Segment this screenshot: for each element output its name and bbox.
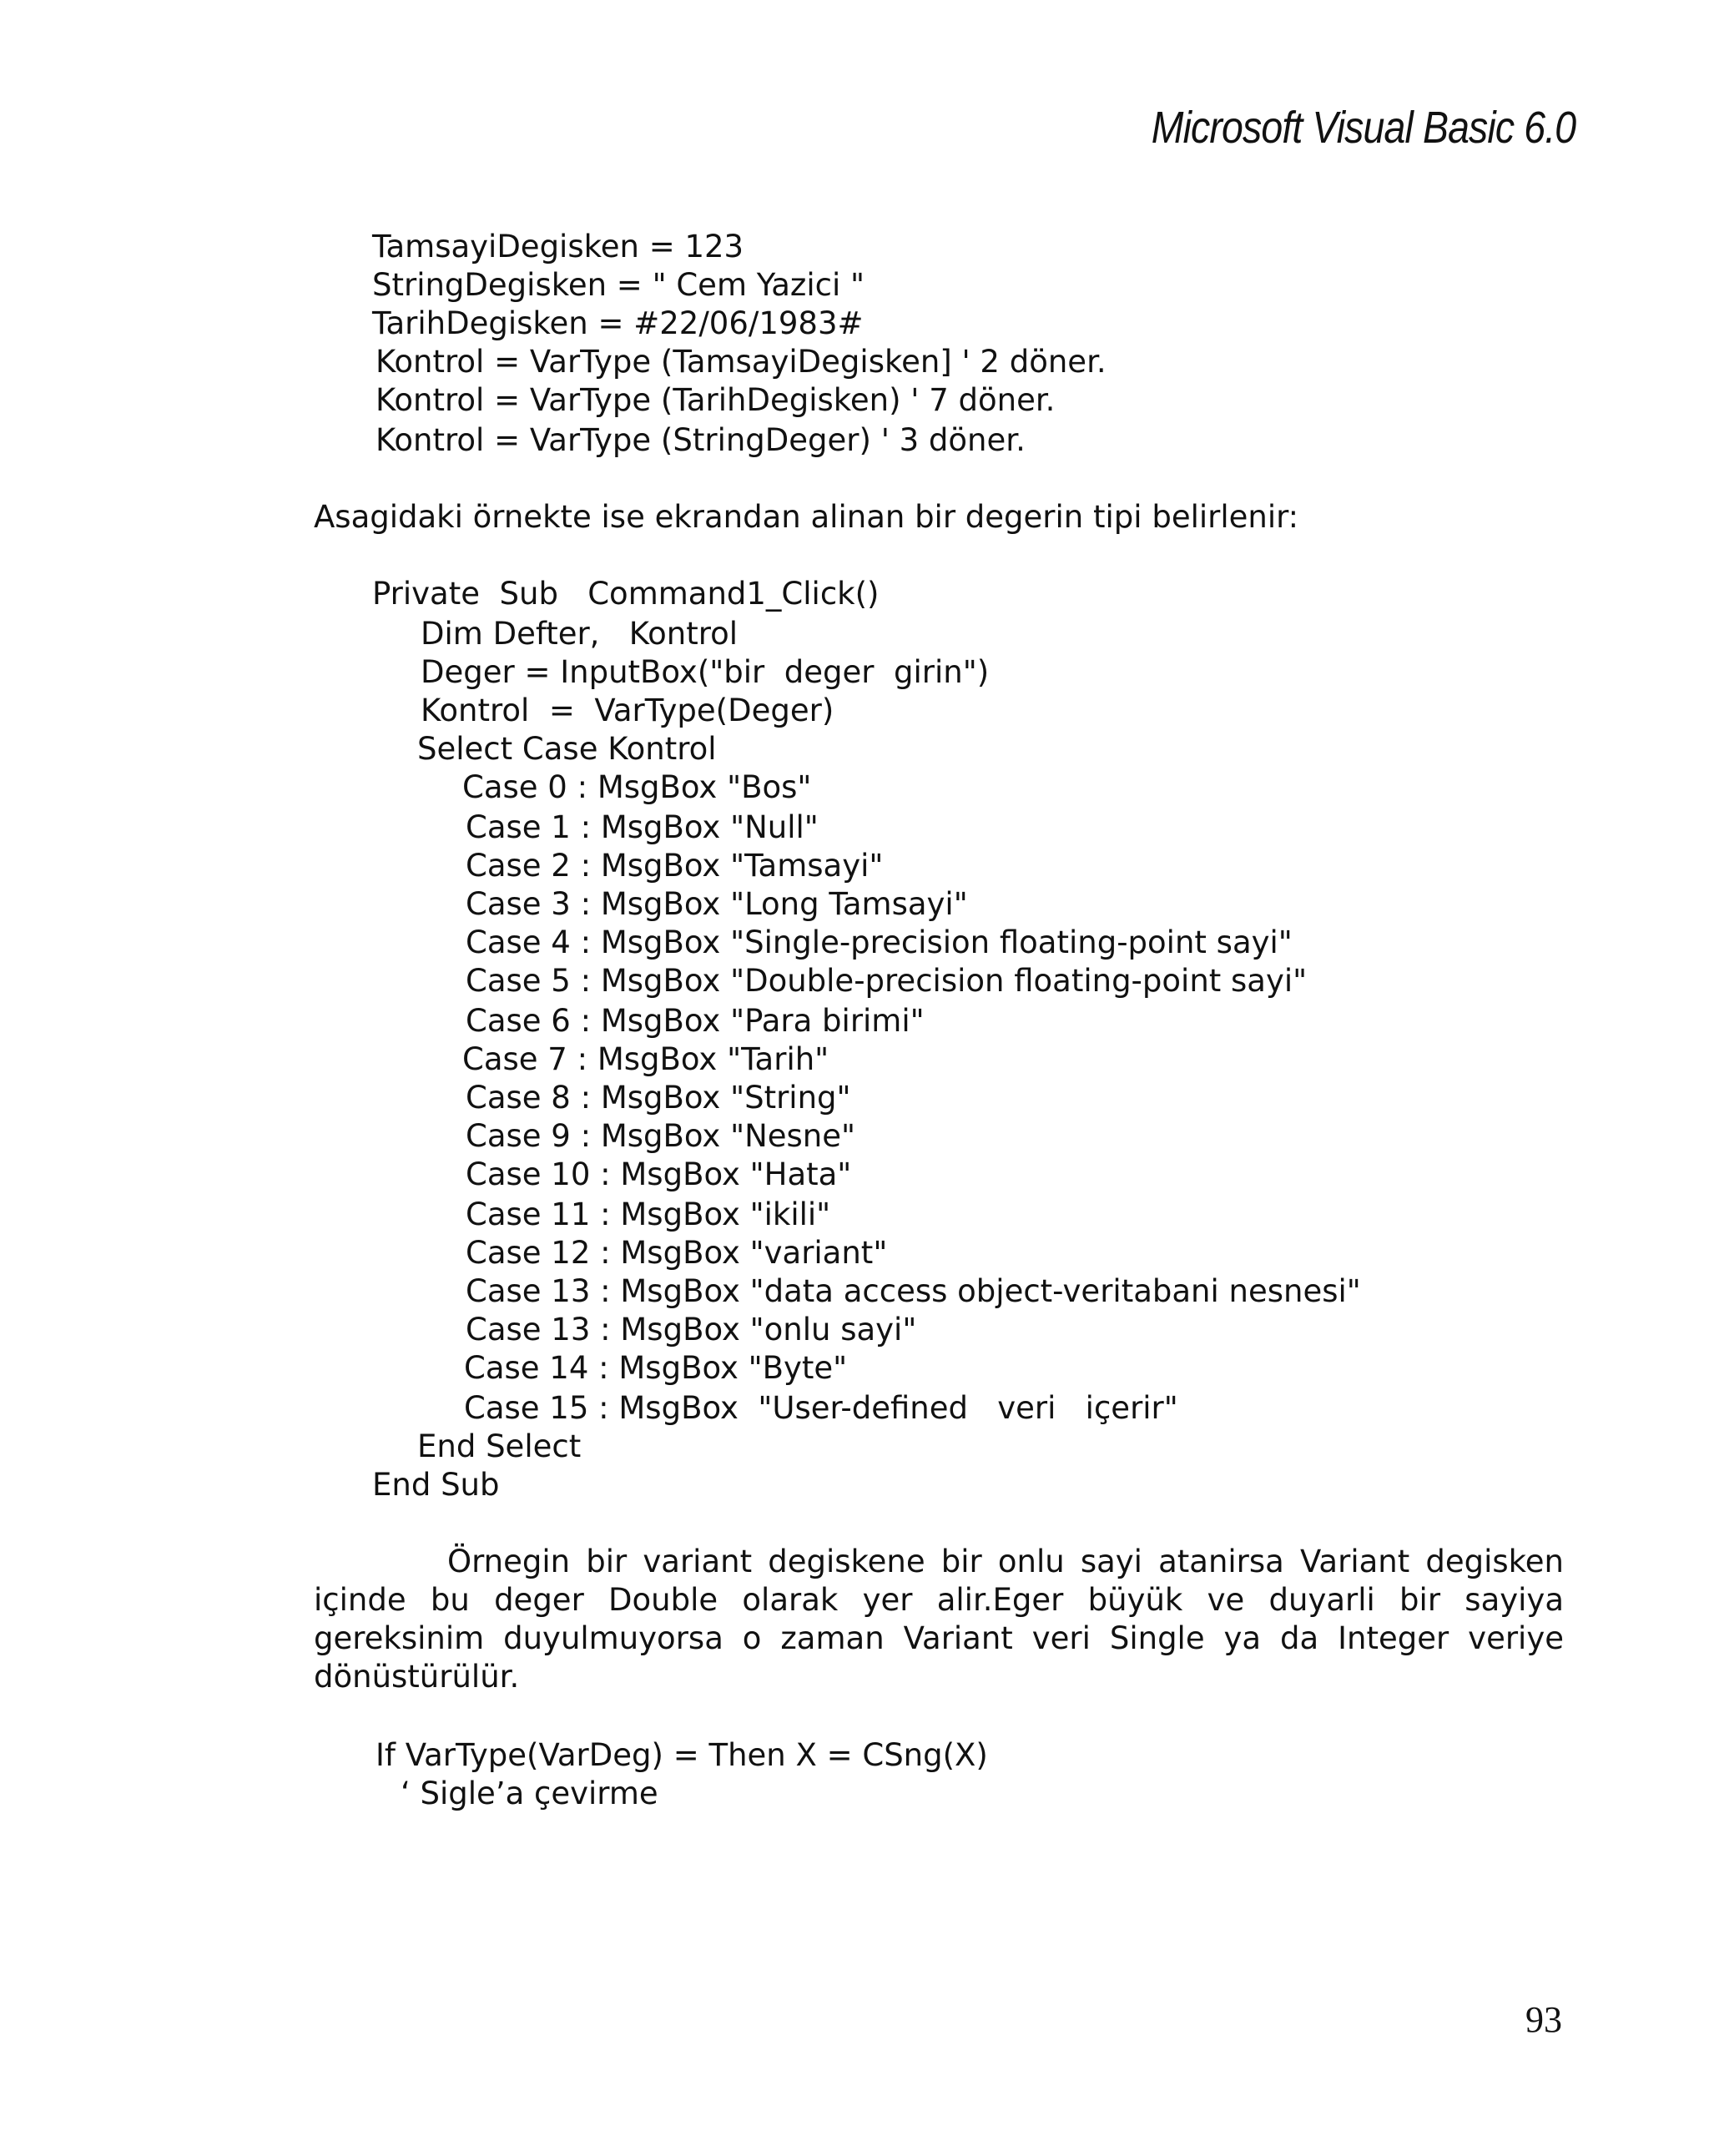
- code-line: Case 6 : MsgBox "Para birimi": [466, 1003, 925, 1039]
- code-comment: ‘ Sigle’a çevirme: [401, 1776, 658, 1811]
- code-line: Case 7 : MsgBox "Tarih": [462, 1041, 829, 1077]
- code-line: StringDegisken = " Cem Yazici ": [372, 267, 865, 303]
- code-line: Case 1 : MsgBox "Null": [466, 809, 819, 845]
- code-line: Case 13 : MsgBox "onlu sayi": [466, 1312, 917, 1348]
- code-line: Kontrol = VarType (TarihDegisken) ' 7 döner.: [376, 382, 1056, 418]
- code-line: TarihDegisken = #22/06/1983#: [372, 305, 864, 341]
- code-line: Case 13 : MsgBox "data access object-veritabani nesnesi": [466, 1273, 1361, 1309]
- code-line: If VarType(VarDeg) = Then X = CSng(X): [376, 1737, 988, 1773]
- code-line: Deger = InputBox("bir deger girin"): [421, 654, 990, 690]
- code-line: End Select: [417, 1428, 582, 1464]
- code-line: Case 4 : MsgBox "Single-precision floating-point sayi": [466, 924, 1293, 960]
- code-line: Case 12 : MsgBox "variant": [466, 1235, 888, 1271]
- body-paragraph: Örnegin bir variant degiskene bir onlu sayi atanirsa Variant degisken içinde bu deger Double olarak yer alir.Eger büyük ve duyarli bir sayiya gereksinim duyulmuyorsa o zaman Variant veri Single ya da Integer veriye dönüstürülür.: [314, 1544, 1564, 1695]
- code-line: Dim Defter, Kontrol: [421, 616, 739, 652]
- code-line: Case 2 : MsgBox "Tamsayi": [466, 848, 884, 884]
- code-line: Case 11 : MsgBox "ikili": [466, 1196, 831, 1232]
- code-line: TamsayiDegisken = 123: [372, 229, 744, 264]
- code-line: Case 14 : MsgBox "Byte": [464, 1350, 848, 1386]
- code-line: Kontrol = VarType(Deger): [421, 693, 834, 728]
- code-line: Case 9 : MsgBox "Nesne": [466, 1118, 856, 1154]
- code-line: Kontrol = VarType (TamsayiDegisken] ' 2 döner.: [376, 344, 1107, 380]
- code-line: Kontrol = VarType (StringDeger) ' 3 döner.: [376, 422, 1026, 458]
- code-line: Case 15 : MsgBox "User-defined veri içerir": [464, 1390, 1178, 1426]
- page-header-title: Microsoft Visual Basic 6.0: [1151, 103, 1575, 153]
- code-line: Case 3 : MsgBox "Long Tamsayi": [466, 886, 968, 922]
- code-line: Select Case Kontrol: [417, 731, 717, 767]
- intro-sentence: Asagidaki örnekte ise ekrandan alinan bir degerin tipi belirlenir:: [314, 499, 1299, 535]
- code-line: Case 10 : MsgBox "Hata": [466, 1156, 852, 1192]
- code-line: Case 5 : MsgBox "Double-precision floating-point sayi": [466, 963, 1308, 999]
- code-line: Case 0 : MsgBox "Bos": [462, 769, 812, 805]
- code-line: Private Sub Command1_Click(): [372, 576, 880, 612]
- code-line: End Sub: [372, 1467, 500, 1503]
- code-line: Case 8 : MsgBox "String": [466, 1080, 851, 1116]
- page-number: 93: [1525, 1999, 1562, 2040]
